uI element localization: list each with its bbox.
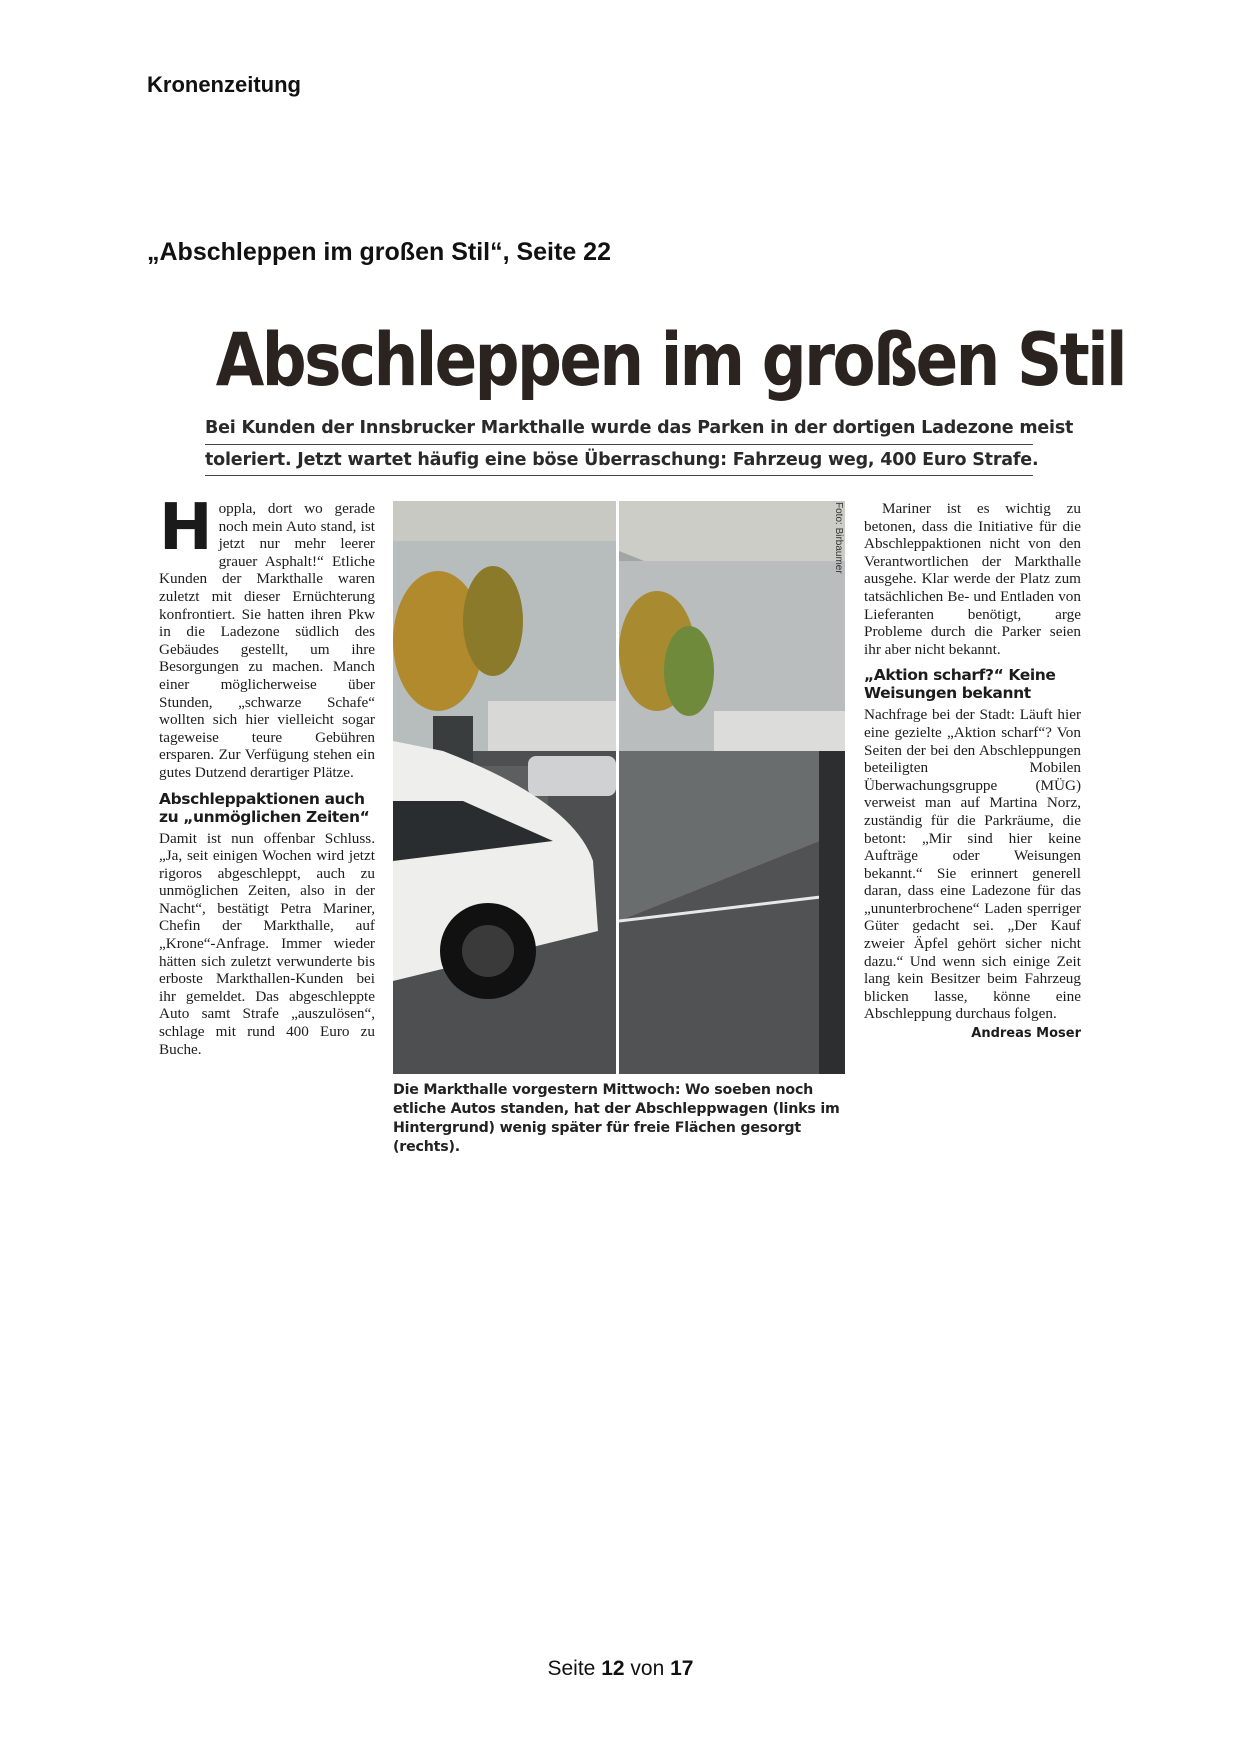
source-name: Kronenzeitung bbox=[147, 72, 301, 97]
drop-cap: H bbox=[159, 491, 213, 565]
document-title: „Abschleppen im großen Stil“, Seite 22 bbox=[147, 238, 611, 266]
paragraph-3: Mariner ist es wichtig zu betonen, dass die Initiative für die Abschleppaktionen nicht von den Verantwortlichen der Markthalle ausgehe. Klar werde der Platz zum tatsächlichen Be- und Entladen von Lieferanten benötigt, arge Probleme durch die Parker seien ihr aber nicht bekannt. bbox=[864, 500, 1081, 658]
total-page-count: 17 bbox=[670, 1657, 694, 1680]
subheadline-rule-2 bbox=[205, 475, 1033, 476]
photo-credit: Foto: Birbaumer bbox=[833, 502, 844, 574]
subheadline-line-2: toleriert. Jetzt wartet häufig eine böse Überraschung: Fahrzeug weg, 400 Euro Strafe. bbox=[205, 450, 1039, 470]
current-page-number: 12 bbox=[601, 1657, 625, 1680]
page-footer bbox=[0, 1657, 1241, 1681]
paragraph-1 bbox=[159, 491, 375, 782]
footer-prefix: Seite bbox=[547, 1657, 596, 1680]
subheadline-rule-1 bbox=[205, 444, 1033, 445]
author-name: Andreas Moser bbox=[971, 1026, 1081, 1042]
article-headline: Abschleppen im großen Stil bbox=[215, 318, 1126, 403]
photo-parked-cars bbox=[393, 501, 616, 1074]
paragraph-1-text: oppla, dort wo gerade noch mein Auto stand, ist jetzt nur mehr leerer grauer Asphalt!“ Etliche Kunden der Markthalle waren zuletzt mit dieser Ernüchterung konfrontiert. Sie hatten ihren Pkw in die Ladezone südlich des Gebäudes gestellt, um ihre Besorgungen zu machen. Manch einer möglicherweise über Stunden, „schwarze Schafe“ wollten sich hier vielleicht sogar tageweise teure Gebühren ersparen. Zur Verfügung stehen ein gutes Dutzend derartiger Plätze. bbox=[159, 500, 375, 781]
subhead-2: „Aktion scharf?“ Keine Weisungen bekannt bbox=[864, 666, 1056, 703]
left-column bbox=[159, 491, 375, 1058]
photo-caption: Die Markthalle vorgestern Mittwoch: Wo soeben noch etliche Autos standen, hat der Abschleppwagen (links im Hintergrund) wenig später für freie Flächen gesorgt (rechts). bbox=[393, 1082, 840, 1155]
paragraph-4: Nachfrage bei der Stadt: Läuft hier eine gezielte „Aktion scharf“? Von Seiten der bei den Abschleppungen beteiligten Mobilen Überwachungsgruppe (MÜG) verweist man auf Martina Norz, zuständig für die Parkräume, die betont: „Mir sind hier keine Aufträge oder Weisungen bekannt.“ Sie erinnert generell daran, dass eine Ladezone für das „ununterbrochene“ Laden sperriger Güter gedacht sei. „Der Kauf zweier Äpfel gehört sicher nicht dazu.“ Und wenn sich einige Zeit lang kein Besitzer beim Fahrzeug blicken lasse, könne eine Abschleppung durchaus folgen. bbox=[864, 706, 1081, 1023]
subhead-1: Abschleppaktionen auch zu „unmöglichen Zeiten“ bbox=[159, 789, 370, 826]
photo-empty-lot bbox=[619, 501, 845, 1074]
right-column bbox=[864, 500, 1081, 1043]
footer-middle: von bbox=[630, 1657, 665, 1680]
subheadline-line-1: Bei Kunden der Innsbrucker Markthalle wurde das Parken in der dortigen Ladezone meist bbox=[205, 418, 1074, 438]
paragraph-2: Damit ist nun offenbar Schluss. „Ja, seit einigen Wochen wird jetzt rigoros abgeschleppt, auch zu unmöglichen Zeiten, also in der Nacht“, bestätigt Petra Mariner, Chefin der Markthalle, auf „Krone“-Anfrage. Immer wieder hätten sich zuletzt verwunderte bis erboste Markthallen-Kunden bei ihr gemeldet. Das abgeschleppte Auto samt Strafe „auszulösen“, schlage mit rund 400 Euro zu Buche. bbox=[159, 829, 375, 1058]
